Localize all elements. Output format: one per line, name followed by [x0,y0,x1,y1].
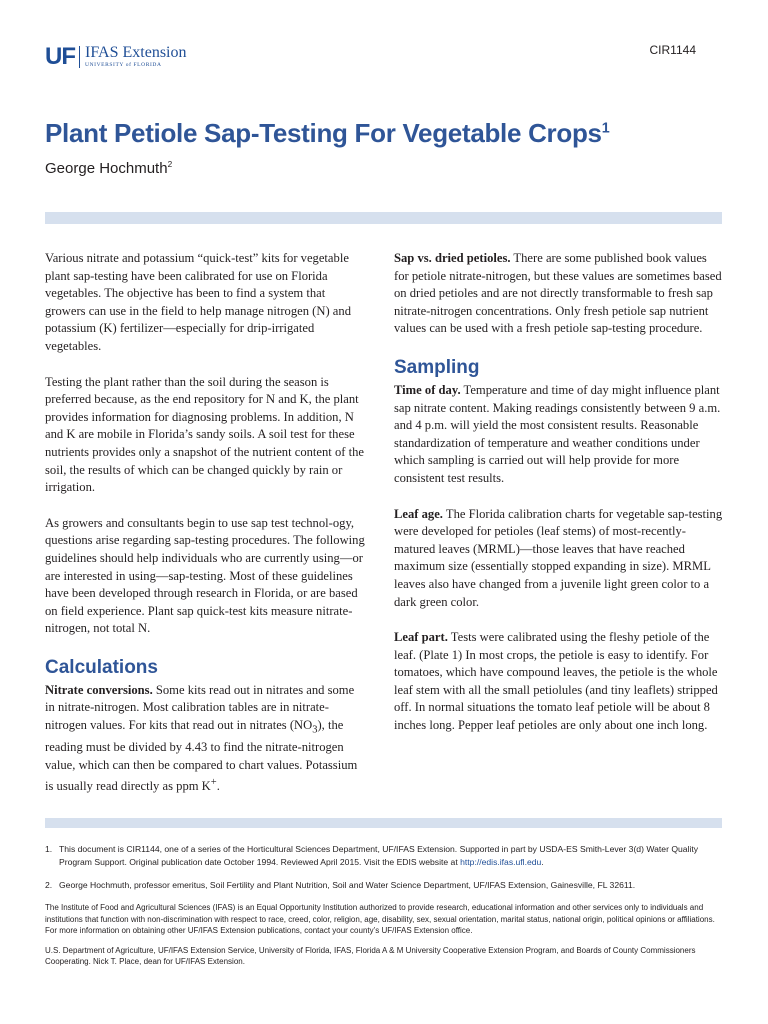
footnote-1-number: 1. [45,844,53,854]
nitrate-conversions-paragraph [45,682,367,796]
logo-divider [79,46,80,68]
document-title [45,118,609,149]
header-divider-band [45,212,722,224]
leaf-age-text: The Florida calibration charts for vegetable sap-testing were developed for petioles (leaf stems) of most-recently-matured leaves (MRML)—those leaves that have reached maximum size (essentially stopped expanding in size). MRML leaves also have changed from a juvenile light green color to a dark green color. [394,506,723,609]
nitrate-conversions-text-c: . [216,779,220,794]
leaf-part-text: Tests were calibrated using the fleshy petiole of the leaf. (Plate 1) In most crops, the petiole is easy to identify. For tomatoes, which have compound leaves, the petiole is the whole leaf stem with all the small petiolules (and tiny leaflets) stripped off. In normal situations the tomato leaf petiole will be about 8 inches long. Pepper leaf petioles are only about one inch long. [394,630,718,733]
intro-paragraph: Various nitrate and potassium “quick-test” kits for vegetable plant sap-testing have been calibrated for use on Florida vegetables. The objective has been to find a system that growers can use in the field to help manage nitrogen (N) and potassium (K) fertilizer—especially for drip-irrigated vegetables. [45,251,351,353]
calculations-heading: Calculations [45,656,158,678]
guidelines-paragraph: As growers and consultants begin to use sap test technol-ogy, questions arise regarding sap-testing procedures. The following guidelines should help individuals who are currently using—or are interested in using—sap-testing. Most of these guidelines have been developed through research in Florida, or are based on field experience. Plant sap quick-test kits measure nitrate-nitrogen, not total N. [45,515,365,636]
footnote-1-text: This document is CIR1144, one of a series of the Horticultural Sciences Department, UF/IFAS Extension. Supported in part by USDA-ES Smith-Lever 3(d) Water Quality Program Support. Original publication date October 1994. Reviewed April 2015. Visit the EDIS website at [59,844,699,867]
sap-vs-dried-paragraph [394,250,724,338]
footer-divider-band [45,818,722,828]
leaf-part-lead: Leaf part. [394,630,448,645]
title-text: Plant Petiole Sap-Testing For Vegetable Crops [45,118,602,148]
nitrate-subscript: 3 [312,724,318,736]
right-column [394,250,724,753]
footnote-2 [45,879,725,892]
footnote-1-end: . [541,857,544,867]
author-name: George Hochmuth [45,160,168,177]
footnote-2-number: 2. [45,880,53,890]
uf-logo-mark: UF [45,43,75,70]
footnote-1-body [59,843,725,869]
logo-text [85,45,186,69]
footnotes [45,843,725,976]
time-of-day-lead: Time of day. [394,382,461,397]
sampling-heading: Sampling [394,356,480,378]
author-footnote-marker: 2 [167,160,173,169]
footnote-1 [45,843,725,869]
title-footnote-marker: 1 [601,120,610,137]
nitrate-conversions-text-b: ), the reading must be divided by 4.43 to find the nitrate-nitrogen value, which can then be compared to chart values. Potassium is usually read directly as ppm K [45,718,358,794]
equal-opportunity-statement: The Institute of Food and Agricultural Sciences (IFAS) is an Equal Opportunity Institution authorized to provide research, educational information and other services only to individuals and institutions that function with non-discrimination with respect to race, creed, color, religion, age, disability, sex, sexual orientation, marital status, national origin, political opinions or affiliations. For more information on obtaining other UF/IFAS Extension publications, contact your county’s UF/IFAS Extension office. [45,903,715,935]
sap-vs-dried-text: There are some published book values for petiole nitrate-nitrogen, but these values are sometimes based on dried petioles and are not directly transformable to fresh sap nitrate-nitrogen concentrations. Only fresh petiole sap nutrient values can be used with a fresh petiole sap-testing procedure. [394,251,722,336]
nitrate-conversions-lead: Nitrate conversions. [45,682,153,697]
time-of-day-paragraph [394,382,724,488]
sap-vs-dried-lead: Sap vs. dried petioles. [394,251,511,265]
left-column [45,250,367,814]
logo-name: IFAS Extension [85,44,187,61]
edis-website-link[interactable]: http://edis.ifas.ufl.edu [460,857,542,867]
potassium-superscript: + [210,777,217,789]
time-of-day-text: Temperature and time of day might influence plant sap nitrate content. Making readings consistently between 9 a.m. and 4 p.m. will yield the most consistent results. Reasonable standardization of temperature and weather conditions under which sampling is carried out will help provide for more consistent test results. [394,382,721,485]
leaf-age-lead: Leaf age. [394,506,443,521]
testing-paragraph: Testing the plant rather than the soil during the season is preferred because, as the end repository for N and K, the plant provides information for diagnosing problems. In addition, N and K are mobile in Florida’s sandy soils. A soil test for these nutrients provides only a snapshot of the nutrient content of the soil, the results of which can be changed quickly by rain or irrigation. [45,374,364,495]
footnote-2-text: George Hochmuth, professor emeritus, Soil Fertility and Plant Nutrition, Soil and Water Science Department, UF/IFAS Extension, Gainesville, FL 32611. [59,880,636,890]
logo-subtitle: UNIVERSITY of FLORIDA [85,62,162,68]
leaf-part-paragraph [394,629,724,735]
nitrate-conversions-text-a: Some kits read out in nitrates and some in nitrate-nitrogen. Most calibration tables are in nitrate-nitrogen values. For kits that read out in nitrates (NO [45,682,355,733]
document-code: CIR1144 [649,43,696,57]
ifas-extension-logo [45,45,186,69]
cooperating-agencies-statement: U.S. Department of Agriculture, UF/IFAS Extension Service, University of Florida, IFAS, Florida A & M University Cooperative Extension Program, and Boards of County Commissioners Cooperating. Nick T. Place, dean for UF/IFAS Extension. [45,945,696,966]
author-line [45,160,172,177]
leaf-age-paragraph [394,506,724,612]
